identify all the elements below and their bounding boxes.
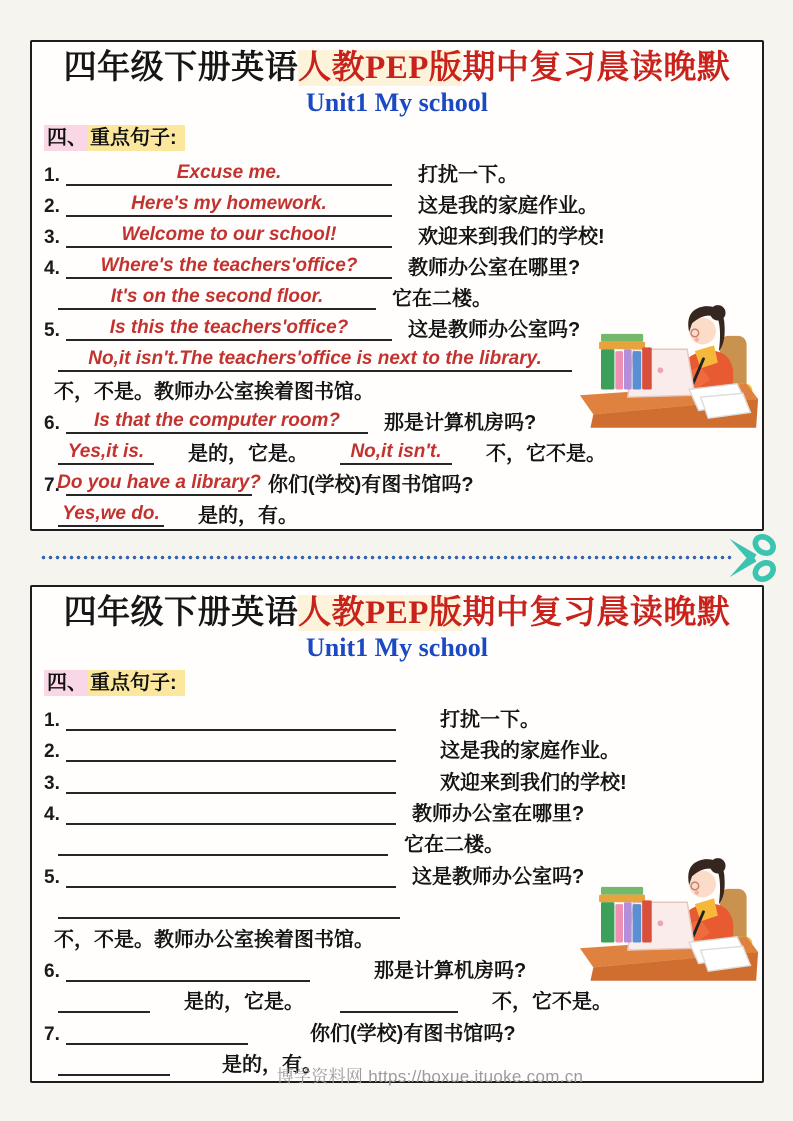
sentence-number: 2. xyxy=(44,741,60,763)
chinese-translation: 你们(学校)有图书馆吗? xyxy=(268,473,474,496)
title-grade-part: 四年级下册英语 xyxy=(63,595,299,631)
sentence-row xyxy=(44,310,750,341)
chinese-translation: 是的，有。 xyxy=(222,1054,322,1077)
section-header xyxy=(44,125,750,151)
sentence-number: 5. xyxy=(44,866,60,888)
sentence-row xyxy=(44,982,750,1013)
chinese-translation: 这是教师办公室吗? xyxy=(408,318,581,341)
chinese-translation: 打扰一下。 xyxy=(418,163,518,186)
blank-answer-line xyxy=(66,861,396,888)
blank-answer-line xyxy=(66,735,396,762)
chinese-translation: 不，不是。教师办公室挨着图书馆。 xyxy=(54,928,374,951)
sentence-row xyxy=(44,217,750,248)
worksheet-title xyxy=(44,50,750,88)
sentence-number: 3. xyxy=(44,226,60,248)
cut-line xyxy=(40,555,734,560)
answer-line xyxy=(66,159,392,186)
answer-text: Is this the teachers'office? xyxy=(109,316,349,338)
sentence-row xyxy=(44,372,750,403)
section-number: 四、 xyxy=(44,670,88,696)
sentence-row xyxy=(44,341,750,372)
worksheet-title xyxy=(44,595,750,633)
chinese-translation: 不，它不是。 xyxy=(492,991,612,1014)
blank-answer-line xyxy=(66,767,396,794)
chinese-translation: 打扰一下。 xyxy=(440,708,540,731)
watermark-text: 博学资料网 https://boxue.ituoke.com.cn xyxy=(276,1067,584,1086)
chinese-translation: 教师办公室在哪里? xyxy=(408,256,581,279)
answer-line xyxy=(57,469,261,496)
sentence-row xyxy=(44,919,750,950)
answer-text: Is that the computer room? xyxy=(94,409,340,431)
answer-line xyxy=(66,314,392,341)
section-label: 重点句子: xyxy=(88,125,185,151)
answer-line xyxy=(58,345,572,372)
chinese-translation: 欢迎来到我们的学校! xyxy=(418,225,605,248)
panel-blank xyxy=(30,585,764,1083)
sentence-number: 7. xyxy=(44,474,60,496)
chinese-translation: 欢迎来到我们的学校! xyxy=(440,771,627,794)
chinese-translation: 是的，它是。 xyxy=(188,442,308,465)
sentence-number: 6. xyxy=(44,961,60,983)
answer-line xyxy=(66,252,392,279)
chinese-translation: 不，不是。教师办公室挨着图书馆。 xyxy=(54,380,374,403)
answer-line xyxy=(340,438,452,465)
blank-answer-line xyxy=(66,955,310,982)
sentence-row xyxy=(44,856,750,887)
answer-text: Where's the teachers'office? xyxy=(100,254,358,276)
sentence-number: 1. xyxy=(44,709,60,731)
chinese-translation: 是的，它是。 xyxy=(184,991,304,1014)
blank-answer-line xyxy=(66,798,396,825)
sentence-row xyxy=(44,700,750,731)
chinese-translation: 这是教师办公室吗? xyxy=(412,865,585,888)
sentence-number: 1. xyxy=(44,164,60,186)
section-label: 重点句子: xyxy=(88,670,185,696)
sentence-number: 4. xyxy=(44,804,60,826)
sentence-row xyxy=(44,186,750,217)
answer-line xyxy=(58,283,376,310)
sentence-number: 4. xyxy=(44,257,60,279)
sentence-number: 7. xyxy=(44,1023,60,1045)
panel-answered xyxy=(30,40,764,531)
title-edition-part: 人教PEP版 xyxy=(298,50,463,86)
answer-text: Do you have a library? xyxy=(57,471,261,493)
answer-text: It's on the second floor. xyxy=(110,285,324,307)
chinese-translation: 你们(学校)有图书馆吗? xyxy=(310,1022,516,1045)
blank-answer-line xyxy=(340,986,458,1013)
sentence-list xyxy=(44,155,750,527)
title-review-part: 期中复习晨读晚默 xyxy=(462,50,731,86)
sentence-row xyxy=(44,465,750,496)
answer-text: Here's my homework. xyxy=(131,192,327,214)
sentence-row xyxy=(44,496,750,527)
blank-answer-line xyxy=(58,986,150,1013)
section-number: 四、 xyxy=(44,125,88,151)
title-grade-part: 四年级下册英语 xyxy=(63,50,299,86)
chinese-translation: 教师办公室在哪里? xyxy=(412,803,585,826)
answer-line xyxy=(66,221,392,248)
answer-line xyxy=(66,190,392,217)
answer-text: Excuse me. xyxy=(176,161,282,183)
blank-answer-line xyxy=(66,1018,248,1045)
sentence-row xyxy=(44,762,750,793)
answer-line xyxy=(58,500,164,527)
answer-line xyxy=(66,407,368,434)
sentence-number: 5. xyxy=(44,319,60,341)
unit-subtitle: Unit1 My school xyxy=(306,87,488,117)
chinese-translation: 它在二楼。 xyxy=(404,834,504,857)
section-header xyxy=(44,670,750,696)
sentence-row xyxy=(44,731,750,762)
sentence-row xyxy=(44,794,750,825)
answer-text: No,it isn't.The teachers'office is next to the library. xyxy=(88,347,542,369)
unit-subtitle: Unit1 My school xyxy=(306,632,488,662)
sentence-row xyxy=(44,434,750,465)
blank-answer-line xyxy=(58,829,388,856)
blank-answer-line xyxy=(58,892,400,919)
answer-text: Yes,it is. xyxy=(67,440,145,462)
chinese-translation: 这是我的家庭作业。 xyxy=(418,194,598,217)
title-review-part: 期中复习晨读晚默 xyxy=(462,595,731,631)
sentence-row xyxy=(44,825,750,856)
chinese-translation: 它在二楼。 xyxy=(392,287,492,310)
sentence-row xyxy=(44,155,750,186)
sentence-row xyxy=(44,279,750,310)
title-edition-part: 人教PEP版 xyxy=(298,595,463,631)
sentence-number: 2. xyxy=(44,195,60,217)
blank-answer-line xyxy=(66,704,396,731)
sentence-row xyxy=(44,1013,750,1044)
sentence-number: 3. xyxy=(44,772,60,794)
sentence-list xyxy=(44,700,750,1077)
sentence-row xyxy=(44,248,750,279)
chinese-translation: 那是计算机房吗? xyxy=(384,411,537,434)
answer-text: No,it isn't. xyxy=(350,440,442,462)
answer-text: Welcome to our school! xyxy=(121,223,337,245)
answer-text: Yes,we do. xyxy=(62,502,160,524)
chinese-translation: 不，它不是。 xyxy=(486,442,606,465)
scissors-icon xyxy=(727,527,779,589)
chinese-translation: 这是我的家庭作业。 xyxy=(440,740,620,763)
sentence-row xyxy=(44,403,750,434)
sentence-row xyxy=(44,951,750,982)
sentence-row xyxy=(44,888,750,919)
chinese-translation: 那是计算机房吗? xyxy=(374,960,527,983)
chinese-translation: 是的，有。 xyxy=(198,504,298,527)
answer-line xyxy=(58,438,154,465)
sentence-number: 6. xyxy=(44,412,60,434)
